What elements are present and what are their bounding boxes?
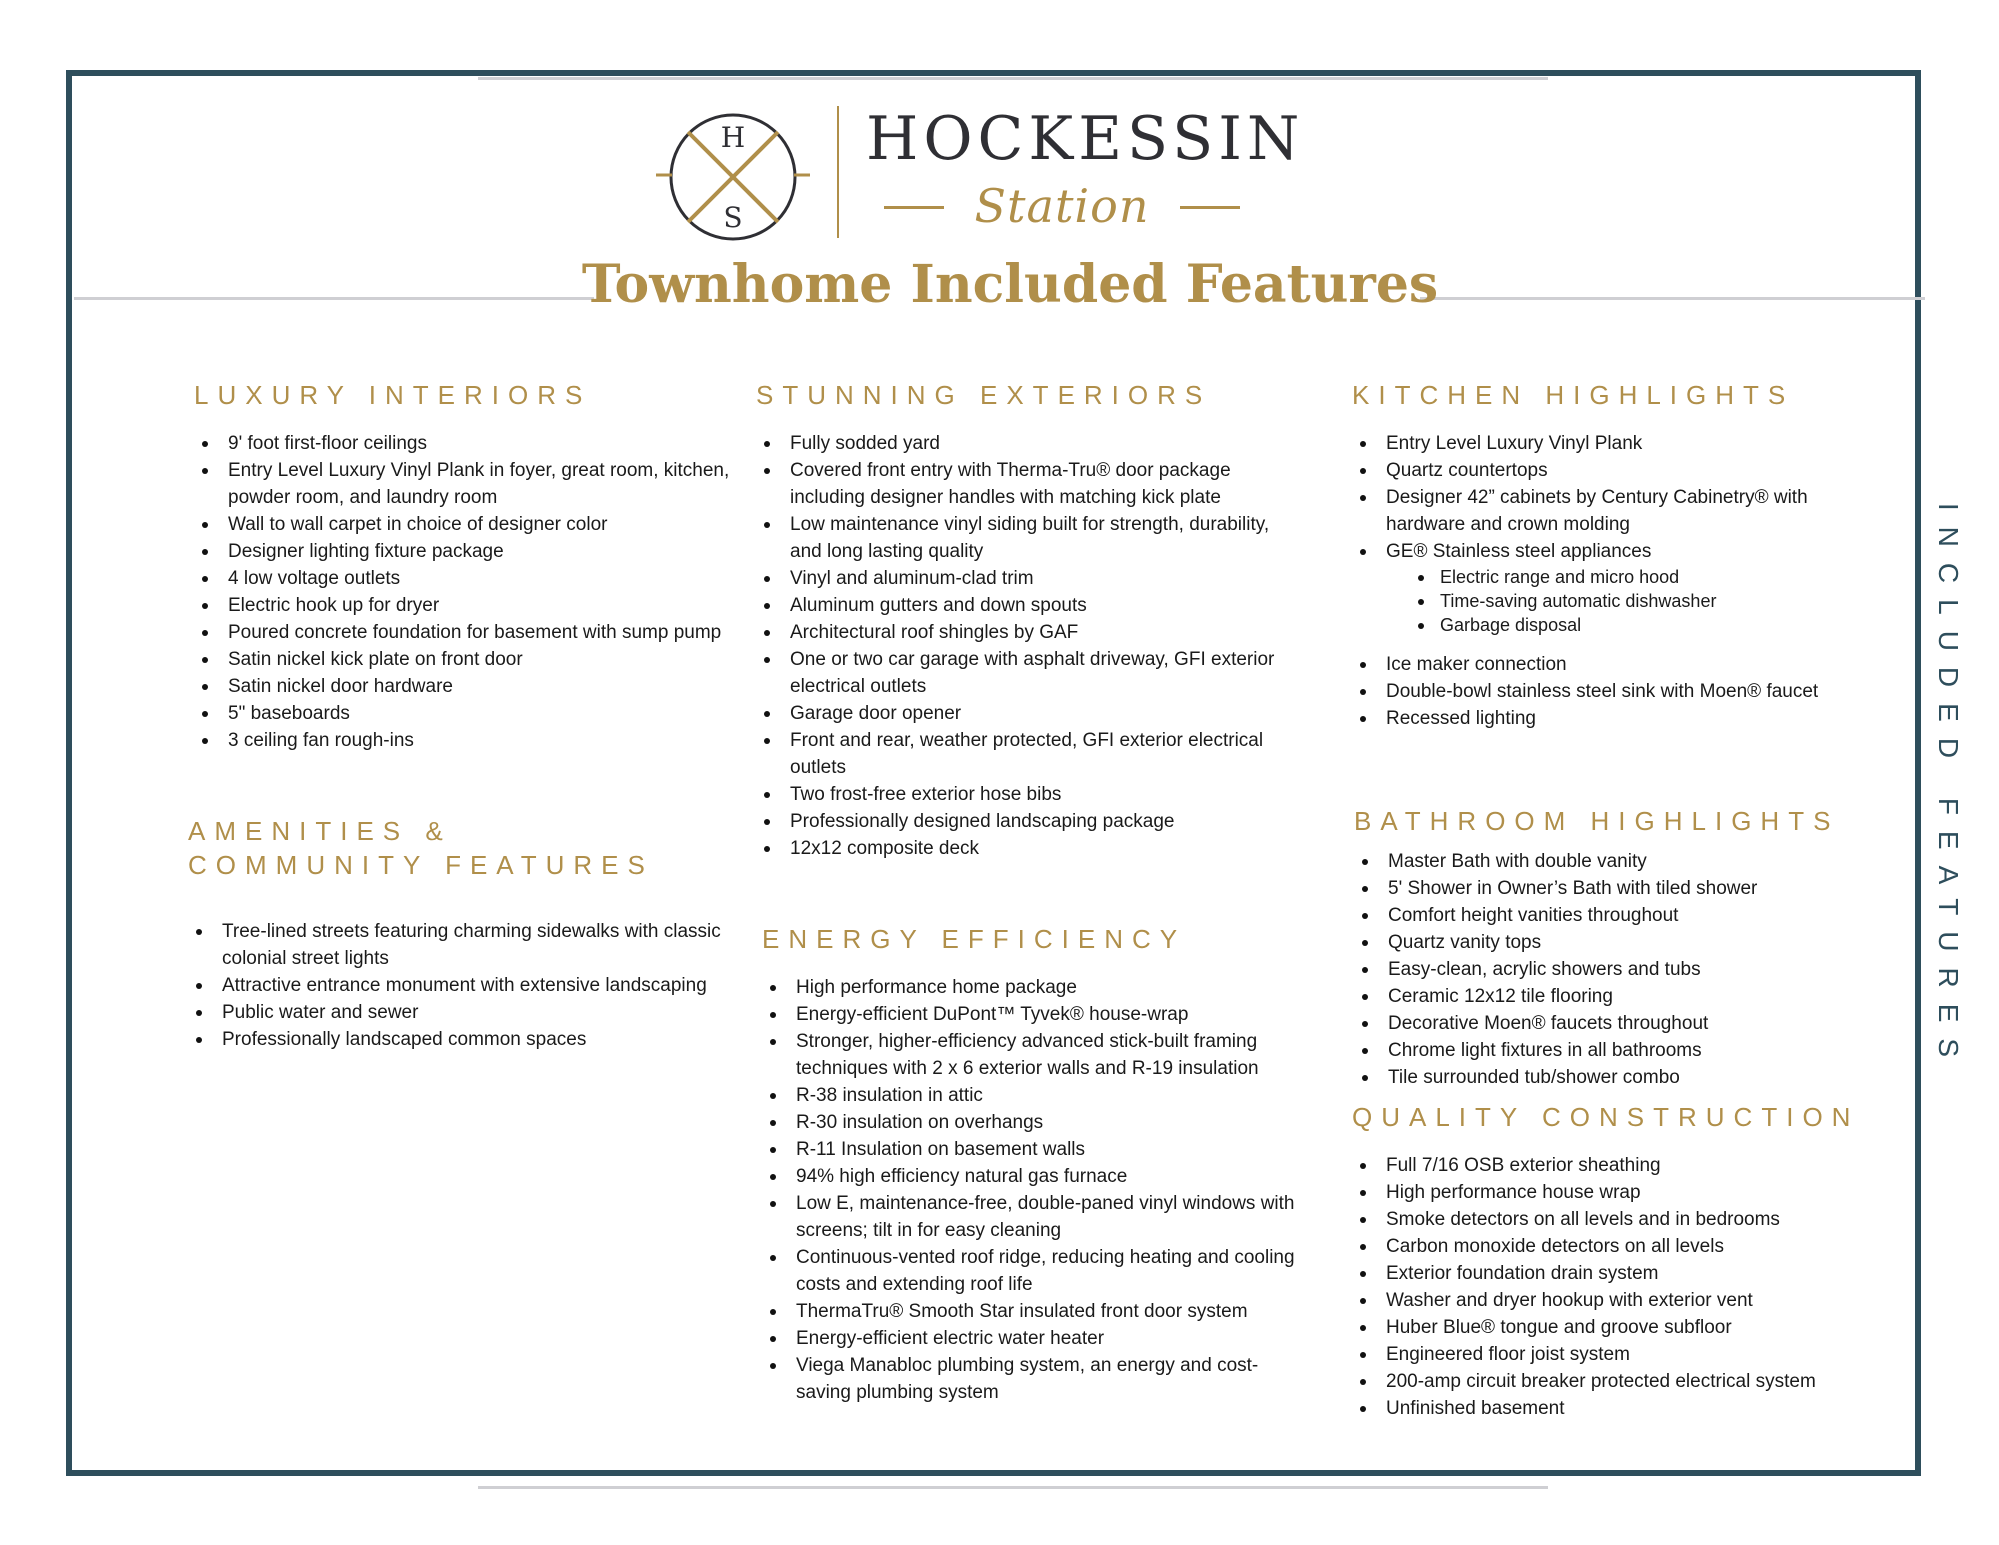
feature-sub-item: Time-saving automatic dishwasher: [1352, 589, 1892, 613]
feature-item: Professionally designed landscaping package: [756, 808, 1296, 835]
logo-letter-top: H: [720, 121, 746, 154]
feature-item: Smoke detectors on all levels and in bedrooms: [1352, 1206, 1892, 1233]
feature-item: Master Bath with double vanity: [1354, 848, 1894, 875]
feature-item: Attractive entrance monument with extensive landscaping: [188, 972, 748, 999]
feature-item: Entry Level Luxury Vinyl Plank in foyer, great room, kitchen, powder room, and laundry room: [194, 457, 734, 511]
feature-item: Wall to wall carpet in choice of designer color: [194, 511, 734, 538]
feature-item: Double-bowl stainless steel sink with Moen® faucet: [1352, 678, 1892, 705]
feature-item: Fully sodded yard: [756, 430, 1296, 457]
feature-item: Poured concrete foundation for basement with sump pump: [194, 619, 734, 646]
feature-sub-item: Garbage disposal: [1352, 613, 1892, 637]
section-heading: KITCHEN HIGHLIGHTS: [1352, 380, 1795, 410]
section-quality-construction: [1352, 1100, 1892, 1422]
feature-item: 5' Shower in Owner’s Bath with tiled shower: [1354, 875, 1894, 902]
feature-list: [762, 974, 1302, 1406]
feature-list: [1352, 1152, 1892, 1422]
section-heading: QUALITY CONSTRUCTION: [1352, 1102, 1860, 1132]
brand-subtitle-text: Station: [974, 179, 1150, 233]
feature-item: Satin nickel door hardware: [194, 673, 734, 700]
side-label-text: INCLUDED FEATURES: [1933, 502, 1964, 1074]
feature-item: Comfort height vanities throughout: [1354, 902, 1894, 929]
brand-name: HOCKESSIN: [866, 104, 1305, 174]
feature-list: [188, 918, 748, 1053]
feature-item: Chrome light fixtures in all bathrooms: [1354, 1037, 1894, 1064]
brand-subtitle: [884, 178, 1240, 238]
feature-item: Full 7/16 OSB exterior sheathing: [1352, 1152, 1892, 1179]
feature-item: Energy-efficient electric water heater: [762, 1325, 1302, 1352]
feature-item: Entry Level Luxury Vinyl Plank: [1352, 430, 1892, 457]
feature-item: High performance home package: [762, 974, 1302, 1001]
feature-item: 5" baseboards: [194, 700, 734, 727]
feature-item: Garage door opener: [756, 700, 1296, 727]
section-energy-efficiency: [762, 922, 1302, 1406]
feature-item: 4 low voltage outlets: [194, 565, 734, 592]
top-border-accent: [478, 77, 1548, 80]
feature-item: 94% high efficiency natural gas furnace: [762, 1163, 1302, 1190]
feature-item: 12x12 composite deck: [756, 835, 1296, 862]
feature-item: R-30 insulation on overhangs: [762, 1109, 1302, 1136]
logo-divider: [837, 106, 839, 238]
section-heading: LUXURY INTERIORS: [194, 380, 592, 410]
logo-letter-bottom: S: [723, 201, 743, 234]
section-luxury-interiors: [194, 378, 734, 754]
feature-item: Unfinished basement: [1352, 1395, 1892, 1422]
section-heading: STUNNING EXTERIORS: [756, 380, 1212, 410]
section-heading: BATHROOM HIGHLIGHTS: [1354, 806, 1840, 836]
feature-item: 3 ceiling fan rough-ins: [194, 727, 734, 754]
section-bathroom-highlights: [1354, 804, 1894, 1091]
feature-item: Engineered floor joist system: [1352, 1341, 1892, 1368]
feature-item: R-11 Insulation on basement walls: [762, 1136, 1302, 1163]
feature-item: Easy-clean, acrylic showers and tubs: [1354, 956, 1894, 983]
feature-sub-item: Electric range and micro hood: [1352, 565, 1892, 589]
feature-item: Low E, maintenance-free, double-paned vinyl windows with screens; tilt in for easy cleaning: [762, 1190, 1302, 1244]
feature-item: Aluminum gutters and down spouts: [756, 592, 1296, 619]
section-heading: AMENITIES & COMMUNITY FEATURES: [188, 816, 654, 880]
feature-item: Architectural roof shingles by GAF: [756, 619, 1296, 646]
feature-item: Designer 42” cabinets by Century Cabinetry® with hardware and crown molding: [1352, 484, 1892, 538]
feature-list: [1352, 430, 1892, 732]
feature-item: Designer lighting fixture package: [194, 538, 734, 565]
feature-item: Recessed lighting: [1352, 705, 1892, 732]
feature-item: Covered front entry with Therma-Tru® door package including designer handles with matching kick plate: [756, 457, 1296, 511]
feature-list: [1354, 848, 1894, 1091]
feature-item: 200-amp circuit breaker protected electrical system: [1352, 1368, 1892, 1395]
logo-mark: [656, 100, 810, 254]
feature-item: Quartz countertops: [1352, 457, 1892, 484]
title-rule-left: [74, 297, 594, 300]
bottom-border-accent: [478, 1486, 1548, 1489]
side-label: [1925, 502, 1971, 1074]
feature-item: Energy-efficient DuPont™ Tyvek® house-wrap: [762, 1001, 1302, 1028]
feature-item: Exterior foundation drain system: [1352, 1260, 1892, 1287]
feature-item: Public water and sewer: [188, 999, 748, 1026]
feature-list: [194, 430, 734, 754]
feature-item: 9' foot first-floor ceilings: [194, 430, 734, 457]
feature-item: High performance house wrap: [1352, 1179, 1892, 1206]
feature-item: Ceramic 12x12 tile flooring: [1354, 983, 1894, 1010]
feature-item: Carbon monoxide detectors on all levels: [1352, 1233, 1892, 1260]
feature-item: Stronger, higher-efficiency advanced stick-built framing techniques with 2 x 6 exterior walls and R-19 insulation: [762, 1028, 1302, 1082]
section-amenities: [188, 814, 748, 1053]
feature-item: Quartz vanity tops: [1354, 929, 1894, 956]
feature-item: Washer and dryer hookup with exterior vent: [1352, 1287, 1892, 1314]
section-kitchen-highlights: [1352, 378, 1892, 732]
feature-item: Tile surrounded tub/shower combo: [1354, 1064, 1894, 1091]
feature-item: Ice maker connection: [1352, 651, 1892, 678]
feature-item: Low maintenance vinyl siding built for strength, durability, and long lasting quality: [756, 511, 1296, 565]
feature-item: One or two car garage with asphalt driveway, GFI exterior electrical outlets: [756, 646, 1296, 700]
feature-item: Professionally landscaped common spaces: [188, 1026, 748, 1053]
feature-item: Two frost-free exterior hose bibs: [756, 781, 1296, 808]
feature-item: Continuous-vented roof ridge, reducing heating and cooling costs and extending roof life: [762, 1244, 1302, 1298]
feature-item: Tree-lined streets featuring charming sidewalks with classic colonial street lights: [188, 918, 748, 972]
feature-list: [756, 430, 1296, 862]
feature-item: Electric hook up for dryer: [194, 592, 734, 619]
page-title: Townhome Included Features: [581, 254, 1439, 315]
section-stunning-exteriors: [756, 378, 1296, 862]
feature-item: Vinyl and aluminum-clad trim: [756, 565, 1296, 592]
feature-item: Decorative Moen® faucets throughout: [1354, 1010, 1894, 1037]
feature-item: ThermaTru® Smooth Star insulated front door system: [762, 1298, 1302, 1325]
feature-item: R-38 insulation in attic: [762, 1082, 1302, 1109]
feature-item: GE® Stainless steel appliances: [1352, 538, 1892, 565]
feature-item: Satin nickel kick plate on front door: [194, 646, 734, 673]
section-heading: ENERGY EFFICIENCY: [762, 924, 1187, 954]
feature-item: Viega Manabloc plumbing system, an energy and cost-saving plumbing system: [762, 1352, 1302, 1406]
feature-item: Front and rear, weather protected, GFI exterior electrical outlets: [756, 727, 1296, 781]
feature-item: Huber Blue® tongue and groove subfloor: [1352, 1314, 1892, 1341]
